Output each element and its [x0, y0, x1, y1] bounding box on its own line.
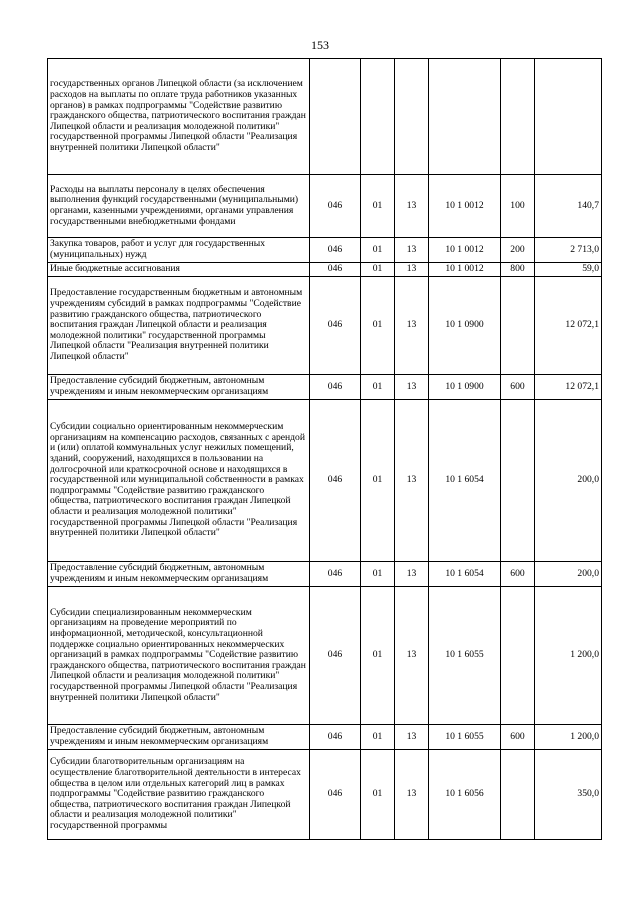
row-section: 01 [361, 375, 395, 400]
budget-table [47, 58, 602, 840]
row-name: Предоставление субсидий бюджетным, автономным учреждениям и иным некоммерческим организациям [48, 562, 310, 587]
row-target: 10 1 6055 [429, 587, 501, 725]
row-target: 10 1 6054 [429, 400, 501, 562]
row-amount: 12 072,1 [535, 375, 602, 400]
row-subsection: 13 [395, 238, 429, 263]
row-name: Расходы на выплаты персоналу в целях обеспечения выполнения функций государственными (муниципальными) органами, казенными учреждениями, органами управления государственными внебюджетными фондами [48, 175, 310, 238]
row-ministry: 046 [310, 562, 361, 587]
row-amount: 1 200,0 [535, 725, 602, 750]
table-row [48, 400, 602, 562]
table-row [48, 238, 602, 263]
row-subsection: 13 [395, 263, 429, 277]
row-type [501, 400, 535, 562]
row-type: 800 [501, 263, 535, 277]
row-subsection: 13 [395, 725, 429, 750]
row-ministry [310, 59, 361, 175]
row-ministry: 046 [310, 400, 361, 562]
row-type: 600 [501, 375, 535, 400]
row-ministry: 046 [310, 277, 361, 375]
row-section: 01 [361, 400, 395, 562]
row-section: 01 [361, 587, 395, 725]
row-type: 100 [501, 175, 535, 238]
row-ministry: 046 [310, 238, 361, 263]
row-name: Закупка товаров, работ и услуг для государственных (муниципальных) нужд [48, 238, 310, 263]
row-name: Субсидии благотворительным организациям на осуществление благотворительной деятельности в интересах общества в целом или отдельных категорий лиц в рамках подпрограммы "Содействие развитию гражданского общества, патриотического воспитания граждан Липецкой области и реализация молодежной политики" государственной программы [48, 750, 310, 840]
table-row [48, 263, 602, 277]
row-subsection: 13 [395, 587, 429, 725]
row-section: 01 [361, 750, 395, 840]
row-name: государственных органов Липецкой области (за исключением расходов на выплаты по оплате труда работников указанных органов) в рамках подпрограммы "Содействие развитию гражданского общества, патриотического воспитания граждан Липецкой области и реализация молодежной политики" государственной программы Липецкой области "Реализация внутренней политики Липецкой области" [48, 59, 310, 175]
page-number: 153 [311, 38, 329, 52]
row-target: 10 1 6056 [429, 750, 501, 840]
row-type: 200 [501, 238, 535, 263]
row-type [501, 59, 535, 175]
row-ministry: 046 [310, 175, 361, 238]
row-type [501, 750, 535, 840]
table-row [48, 59, 602, 175]
row-amount: 2 713,0 [535, 238, 602, 263]
row-amount [535, 59, 602, 175]
row-amount: 12 072,1 [535, 277, 602, 375]
row-ministry: 046 [310, 587, 361, 725]
row-name: Субсидии специализированным некоммерческим организациям на проведение мероприятий по информационной, методической, консультационной поддержке социально ориентированных некоммерческих организаций в рамках подпрограммы "Содействие развитию гражданского общества, патриотического воспитания граждан Липецкой области и реализация молодежной политики" государственной программы Липецкой области "Реализация внутренней политики Липецкой области" [48, 587, 310, 725]
row-section [361, 59, 395, 175]
row-subsection [395, 59, 429, 175]
row-type [501, 587, 535, 725]
table-row [48, 277, 602, 375]
row-subsection: 13 [395, 750, 429, 840]
row-section: 01 [361, 175, 395, 238]
row-ministry: 046 [310, 750, 361, 840]
row-target: 10 1 6054 [429, 562, 501, 587]
row-target: 10 1 0012 [429, 175, 501, 238]
row-target: 10 1 0012 [429, 263, 501, 277]
row-amount: 140,7 [535, 175, 602, 238]
row-target: 10 1 0012 [429, 238, 501, 263]
row-target: 10 1 0900 [429, 277, 501, 375]
table-row [48, 750, 602, 840]
row-section: 01 [361, 725, 395, 750]
table-row [48, 725, 602, 750]
row-ministry: 046 [310, 725, 361, 750]
row-subsection: 13 [395, 400, 429, 562]
row-section: 01 [361, 277, 395, 375]
table-row [48, 375, 602, 400]
row-ministry: 046 [310, 263, 361, 277]
row-target: 10 1 6055 [429, 725, 501, 750]
row-amount: 200,0 [535, 562, 602, 587]
row-name: Иные бюджетные ассигнования [48, 263, 310, 277]
row-type: 600 [501, 725, 535, 750]
row-ministry: 046 [310, 375, 361, 400]
row-target: 10 1 0900 [429, 375, 501, 400]
row-amount: 200,0 [535, 400, 602, 562]
table-row [48, 175, 602, 238]
row-section: 01 [361, 238, 395, 263]
table-row [48, 562, 602, 587]
row-name: Предоставление государственным бюджетным и автономным учреждениям субсидий в рамках подпрограммы "Содействие развитию гражданского общества, патриотического воспитания граждан Липецкой области и реализация молодежной политики" государственной программы Липецкой области "Реализация внутренней политики Липецкой области" [48, 277, 310, 375]
row-name: Предоставление субсидий бюджетным, автономным учреждениям и иным некоммерческим организациям [48, 725, 310, 750]
row-target [429, 59, 501, 175]
row-type: 600 [501, 562, 535, 587]
row-section: 01 [361, 263, 395, 277]
row-subsection: 13 [395, 562, 429, 587]
row-subsection: 13 [395, 175, 429, 238]
row-subsection: 13 [395, 375, 429, 400]
row-subsection: 13 [395, 277, 429, 375]
row-amount: 1 200,0 [535, 587, 602, 725]
row-name: Предоставление субсидий бюджетным, автономным учреждениям и иным некоммерческим организациям [48, 375, 310, 400]
row-type [501, 277, 535, 375]
row-amount: 350,0 [535, 750, 602, 840]
row-section: 01 [361, 562, 395, 587]
row-name: Субсидии социально ориентированным некоммерческим организациям на компенсацию расходов, связанных с арендой и (или) оплатой коммунальных услуг нежилых помещений, зданий, сооружений, находящихся в пользовании на долгосрочной или краткосрочной основе и находящихся в государственной или муниципальной собственности в рамках подпрограммы "Содействие развитию гражданского общества, патриотического воспитания граждан Липецкой области и реализация молодежной политики" государственной программы Липецкой области "Реализация внутренней политики Липецкой области" [48, 400, 310, 562]
row-amount: 59,0 [535, 263, 602, 277]
table-row [48, 587, 602, 725]
